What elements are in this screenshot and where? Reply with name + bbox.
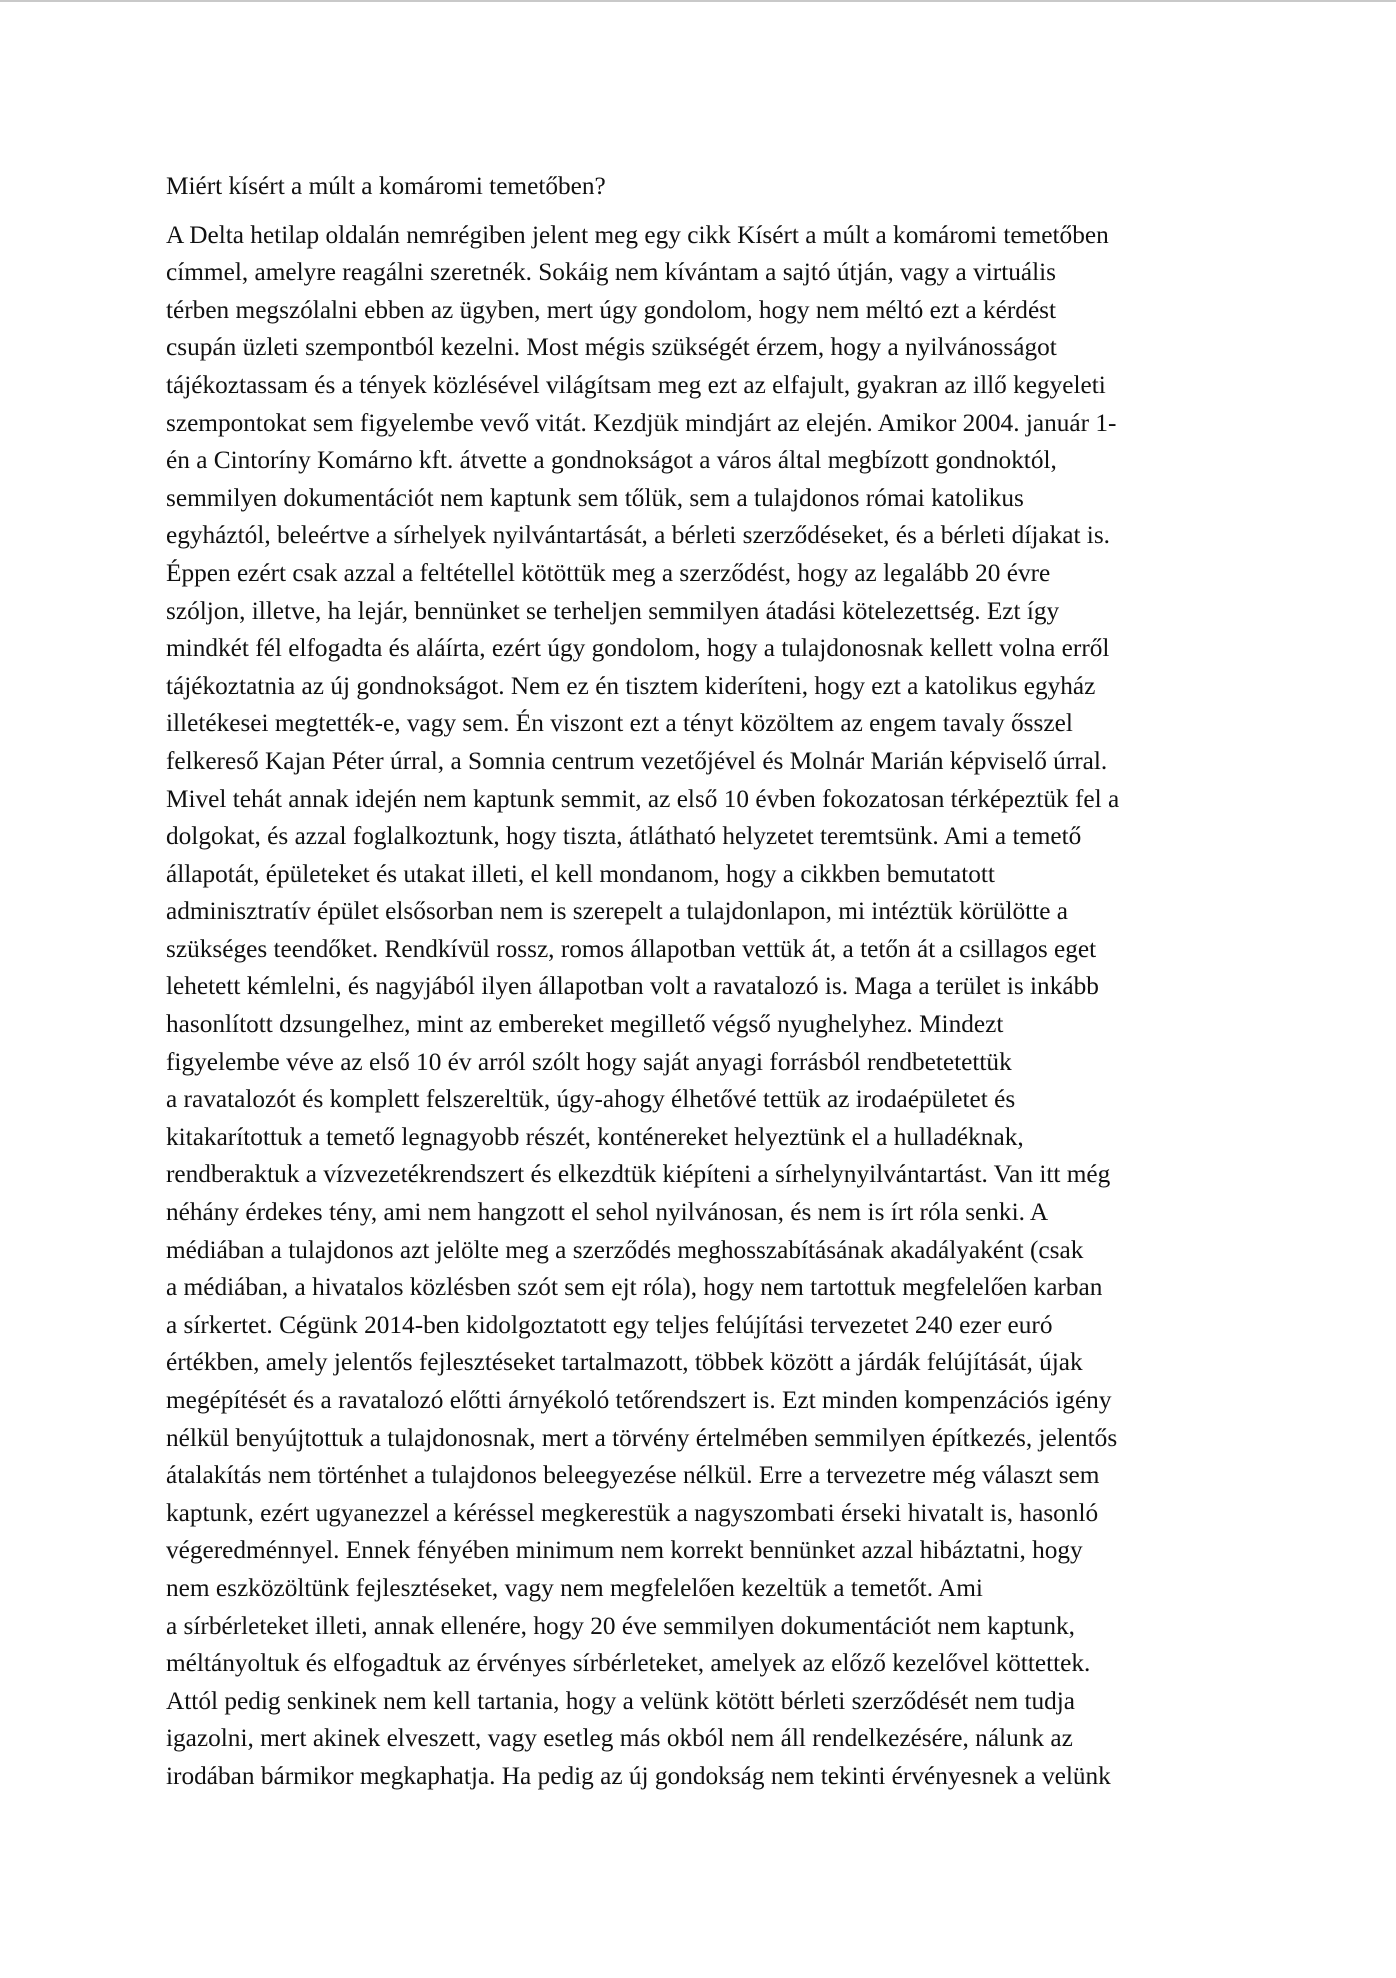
text-line: illetékesei megtették-e, vagy sem. Én viszont ezt a tényt közöltem az engem tavaly ősszel [166,709,1073,738]
text-line: én a Cintoríny Komárno kft. átvette a gondnokságot a város által megbízott gondnoktól, [166,446,1057,475]
text-line: néhány érdekes tény, ami nem hangzott el sehol nyilvánosan, és nem is írt róla senki. A [166,1198,1049,1227]
text-line: egyháztól, beleértve a sírhelyek nyilvántartását, a bérleti szerződéseket, és a bérleti díjakat is. [166,521,1111,550]
text-line: rendberaktuk a vízvezetékrendszert és elkezdtük kiépíteni a sírhelynyilvántartást. Van itt még [166,1160,1111,1189]
text-line: igazolni, mert akinek elveszett, vagy esetleg más okból nem áll rendelkezésére, nálunk az [166,1724,1073,1753]
text-line: figyelembe véve az első 10 év arról szólt hogy saját anyagi forrásból rendbetetettük [166,1047,1012,1076]
text-line: csupán üzleti szempontból kezelni. Most mégis szükségét érzem, hogy a nyilvánosságot [166,333,1057,362]
text-line: Attól pedig senkinek nem kell tartania, hogy a velünk kötött bérleti szerződését nem tudja [166,1686,1076,1715]
text-line: mindkét fél elfogadta és aláírta, ezért úgy gondolom, hogy a tulajdonosnak kellett volna erről [166,634,1110,663]
text-line: nem eszközöltünk fejlesztéseket, vagy nem megfelelően kezeltük a temetőt. Ami [166,1573,983,1602]
text-line: dolgokat, és azzal foglalkoztunk, hogy tiszta, átlátható helyzetet teremtsünk. Ami a temető [166,822,1082,851]
text-line: adminisztratív épület elsősorban nem is szerepelt a tulajdonlapon, mi intéztük körülötte a [166,897,1069,926]
text-line: méltányoltuk és elfogadtuk az érvényes sírbérleteket, amelyek az előző kezelővel köttettek. [166,1649,1091,1678]
text-line: címmel, amelyre reagálni szeretnék. Sokáig nem kívántam a sajtó útján, vagy a virtuális [166,258,1057,287]
text-line: tájékoztatnia az új gondnokságot. Nem ez én tisztem kideríteni, hogy ezt a katolikus egyház [166,671,1096,700]
text-line: médiában a tulajdonos azt jelölte meg a szerződés meghosszabításának akadályaként (csak [166,1235,1084,1264]
text-line: átalakítás nem történhet a tulajdonos beleegyezése nélkül. Erre a tervezetre még választ sem [166,1461,1100,1490]
text-line: térben megszólalni ebben az ügyben, mert úgy gondolom, hogy nem méltó ezt a kérdést [166,295,1057,324]
text-line: szükséges teendőket. Rendkívül rossz, romos állapotban vettük át, a tetőn át a csillagos eget [166,934,1097,963]
text-line: nélkül benyújtottuk a tulajdonosnak, mert a törvény értelmében semmilyen építkezés, jelentős [166,1423,1118,1452]
text-line: a ravatalozót és komplett felszereltük, úgy-ahogy élhetővé tettük az irodaépületet és [166,1085,1016,1114]
document-title: Miért kísért a múlt a komáromi temetőben? [166,172,606,200]
text-line: a sírbérleteket illeti, annak ellenére, hogy 20 éve semmilyen dokumentációt nem kaptunk, [166,1611,1075,1640]
text-line: semmilyen dokumentációt nem kaptunk sem tőlük, sem a tulajdonos római katolikus [166,483,1024,512]
text-line: kaptunk, ezért ugyanezzel a kéréssel megkerestük a nagyszombati érseki hivatalt is, hasonló [166,1498,1099,1527]
document-body [166,168,1246,1796]
article-paragraph [166,217,1246,1796]
text-line: állapotát, épületeket és utakat illeti, el kell mondanom, hogy a cikkben bemutatott [166,859,995,888]
page-top-border [0,0,1396,2]
text-line: megépítését és a ravatalozó előtti árnyékoló tetőrendszert is. Ezt minden kompenzációs igény [166,1386,1112,1414]
text-line: a médiában, a hivatalos közlésben szót sem ejt róla), hogy nem tartottuk megfelelően karban [166,1273,1103,1302]
text-line: Mivel tehát annak idején nem kaptunk semmit, az első 10 évben fokozatosan térképeztük fel a [166,784,1120,813]
text-line: szempontokat sem figyelembe vevő vitát. Kezdjük mindjárt az elején. Amikor 2004. január 1- [166,408,1117,437]
text-line: Éppen ezért csak azzal a feltétellel kötöttük meg a szerződést, hogy az legalább 20 évre [166,558,1051,587]
text-line: szóljon, illetve, ha lejár, bennünket se terheljen semmilyen átadási kötelezettség. Ezt így [166,596,1060,625]
text-line: hasonlított dzsungelhez, mint az embereket megillető végső nyughelyhez. Mindezt [166,1010,1004,1039]
text-line: irodában bármikor megkaphatja. Ha pedig az új gondokság nem tekinti érvényesnek a velünk [166,1761,1111,1790]
text-line: a sírkertet. Cégünk 2014-ben kidolgoztatott egy teljes felújítási tervezetet 240 ezer euró [166,1310,1053,1339]
text-line: tájékoztassam és a tények közlésével világítsam meg ezt az elfajult, gyakran az illő kegyeleti [166,370,1106,399]
text-line: végeredménnyel. Ennek fényében minimum nem korrekt bennünket azzal hibáztatni, hogy [166,1536,1083,1565]
text-line: értékben, amely jelentős fejlesztéseket tartalmazott, többek között a járdák felújítását, újak [166,1348,1083,1377]
text-line: lehetett kémlelni, és nagyjából ilyen állapotban volt a ravatalozó is. Maga a terület is inkább [166,972,1099,1001]
text-line: A Delta hetilap oldalán nemrégiben jelent meg egy cikk Kísért a múlt a komáromi temetőben [166,220,1109,249]
text-line: felkereső Kajan Péter úrral, a Somnia centrum vezetőjével és Molnár Marián képviselő úrral. [166,746,1108,775]
text-line: kitakarítottuk a temető legnagyobb részét, konténereket helyeztünk el a hulladéknak, [166,1122,1024,1151]
